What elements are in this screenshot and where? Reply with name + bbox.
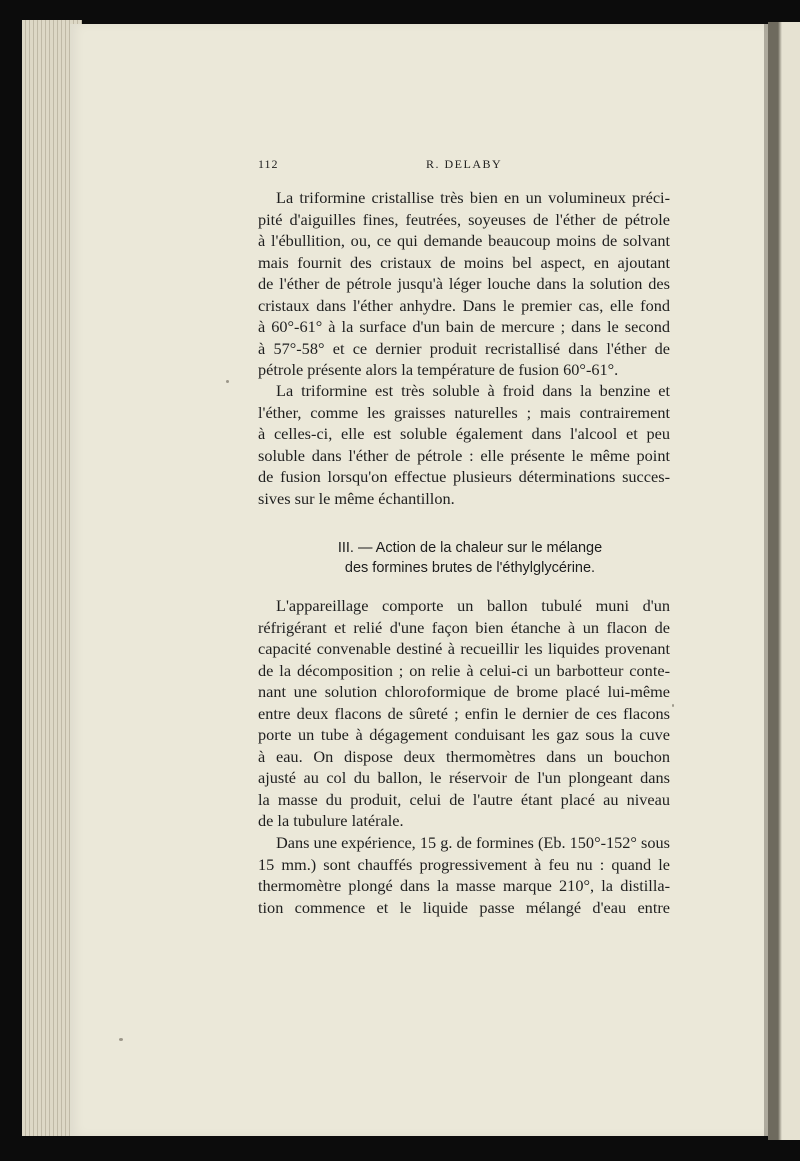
- text-line: capacité convenable destiné à recueillir les liquides provenant: [258, 639, 670, 658]
- text-line: de la décomposition ; on relie à celui-ci un barbotteur conte-: [258, 660, 670, 680]
- text-line: de la tubulure latérale.: [258, 811, 404, 830]
- text-line: à eau. On dispose deux thermomètres dans un bouchon: [258, 746, 670, 766]
- page-header: [188, 157, 668, 173]
- paper-speck: [119, 1038, 123, 1041]
- text-line: à l'ébullition, ou, ce qui demande beaucoup moins de solvant: [258, 231, 670, 250]
- text-line: pité d'aiguilles fines, feutrées, soyeuses de l'éther de pétrole: [258, 209, 670, 229]
- text-line: tion commence et le liquide passe mélangé d'eau entre: [258, 897, 670, 917]
- paper-speck: [226, 380, 229, 383]
- text-line: de fusion lorsqu'on effectue plusieurs déterminations succes-: [258, 467, 670, 486]
- text-line: de l'éther de pétrole jusqu'à léger louche dans la solution des: [258, 274, 670, 293]
- text-line: sives sur le même échantillon.: [258, 488, 455, 508]
- text-line: mais fournit des cristaux de moins bel aspect, en ajoutant: [258, 252, 670, 272]
- section-heading-line: III. — Action de la chaleur sur le mélange: [337, 540, 603, 556]
- paragraph-4: [258, 832, 670, 918]
- text-line: L'appareillage comporte un ballon tubulé muni d'un: [276, 596, 670, 615]
- text-line: entre deux flacons de sûreté ; enfin le dernier de ces flacons: [258, 703, 670, 723]
- paragraph-1: [258, 187, 670, 381]
- text-line: cristaux dans l'éther anhydre. Dans le premier cas, elle fond: [258, 295, 670, 315]
- text-line: Dans une expérience, 15 g. de formines (Eb. 150°-152° sous: [276, 833, 670, 852]
- text-line: La triformine cristallise très bien en un volumineux préci-: [276, 188, 670, 207]
- text-line: 15 mm.) sont chauffés progressivement à feu nu : quand le: [258, 854, 670, 874]
- paragraph-2: [258, 380, 670, 509]
- running-head: R. DELABY: [426, 157, 503, 171]
- text-line: à 60°-61° à la surface d'un bain de mercure ; dans le second: [258, 317, 670, 336]
- text-line: thermomètre plongé dans la masse marque 210°, la distilla-: [258, 876, 670, 895]
- text-line: la masse du produit, celui de l'autre étant placé au niveau: [258, 789, 670, 809]
- paper-speck: [672, 704, 674, 707]
- text-line: La triformine est très soluble à froid dans la benzine et: [276, 381, 670, 400]
- text-line: ajusté au col du ballon, le réservoir de l'un plongeant dans: [258, 768, 670, 787]
- section-heading-line: des formines brutes de l'éthylglycérine.: [344, 560, 596, 576]
- text-line: à 57°-58° et ce dernier produit recristallisé dans l'éther de: [258, 338, 670, 358]
- page-number: 112: [258, 157, 279, 171]
- text-line: soluble dans l'éther de pétrole : elle présente le même point: [258, 445, 670, 465]
- section-heading: [300, 538, 640, 578]
- text-line: l'éther, comme les graisses naturelles ; mais contrairement: [258, 402, 670, 422]
- paragraph-3: [258, 595, 670, 832]
- text-line: nant une solution chloroformique de brome placé lui-même: [258, 682, 670, 701]
- text-line: pétrole présente alors la température de fusion 60°-61°.: [258, 360, 619, 379]
- facing-page-edge: [768, 22, 800, 1140]
- text-line: porte un tube à dégagement conduisant les gaz sous la cuve: [258, 725, 670, 744]
- text-line: à celles-ci, elle est soluble également dans l'alcool et peu: [258, 424, 670, 443]
- text-line: réfrigérant et relié d'une façon bien étanche à un flacon de: [258, 617, 670, 637]
